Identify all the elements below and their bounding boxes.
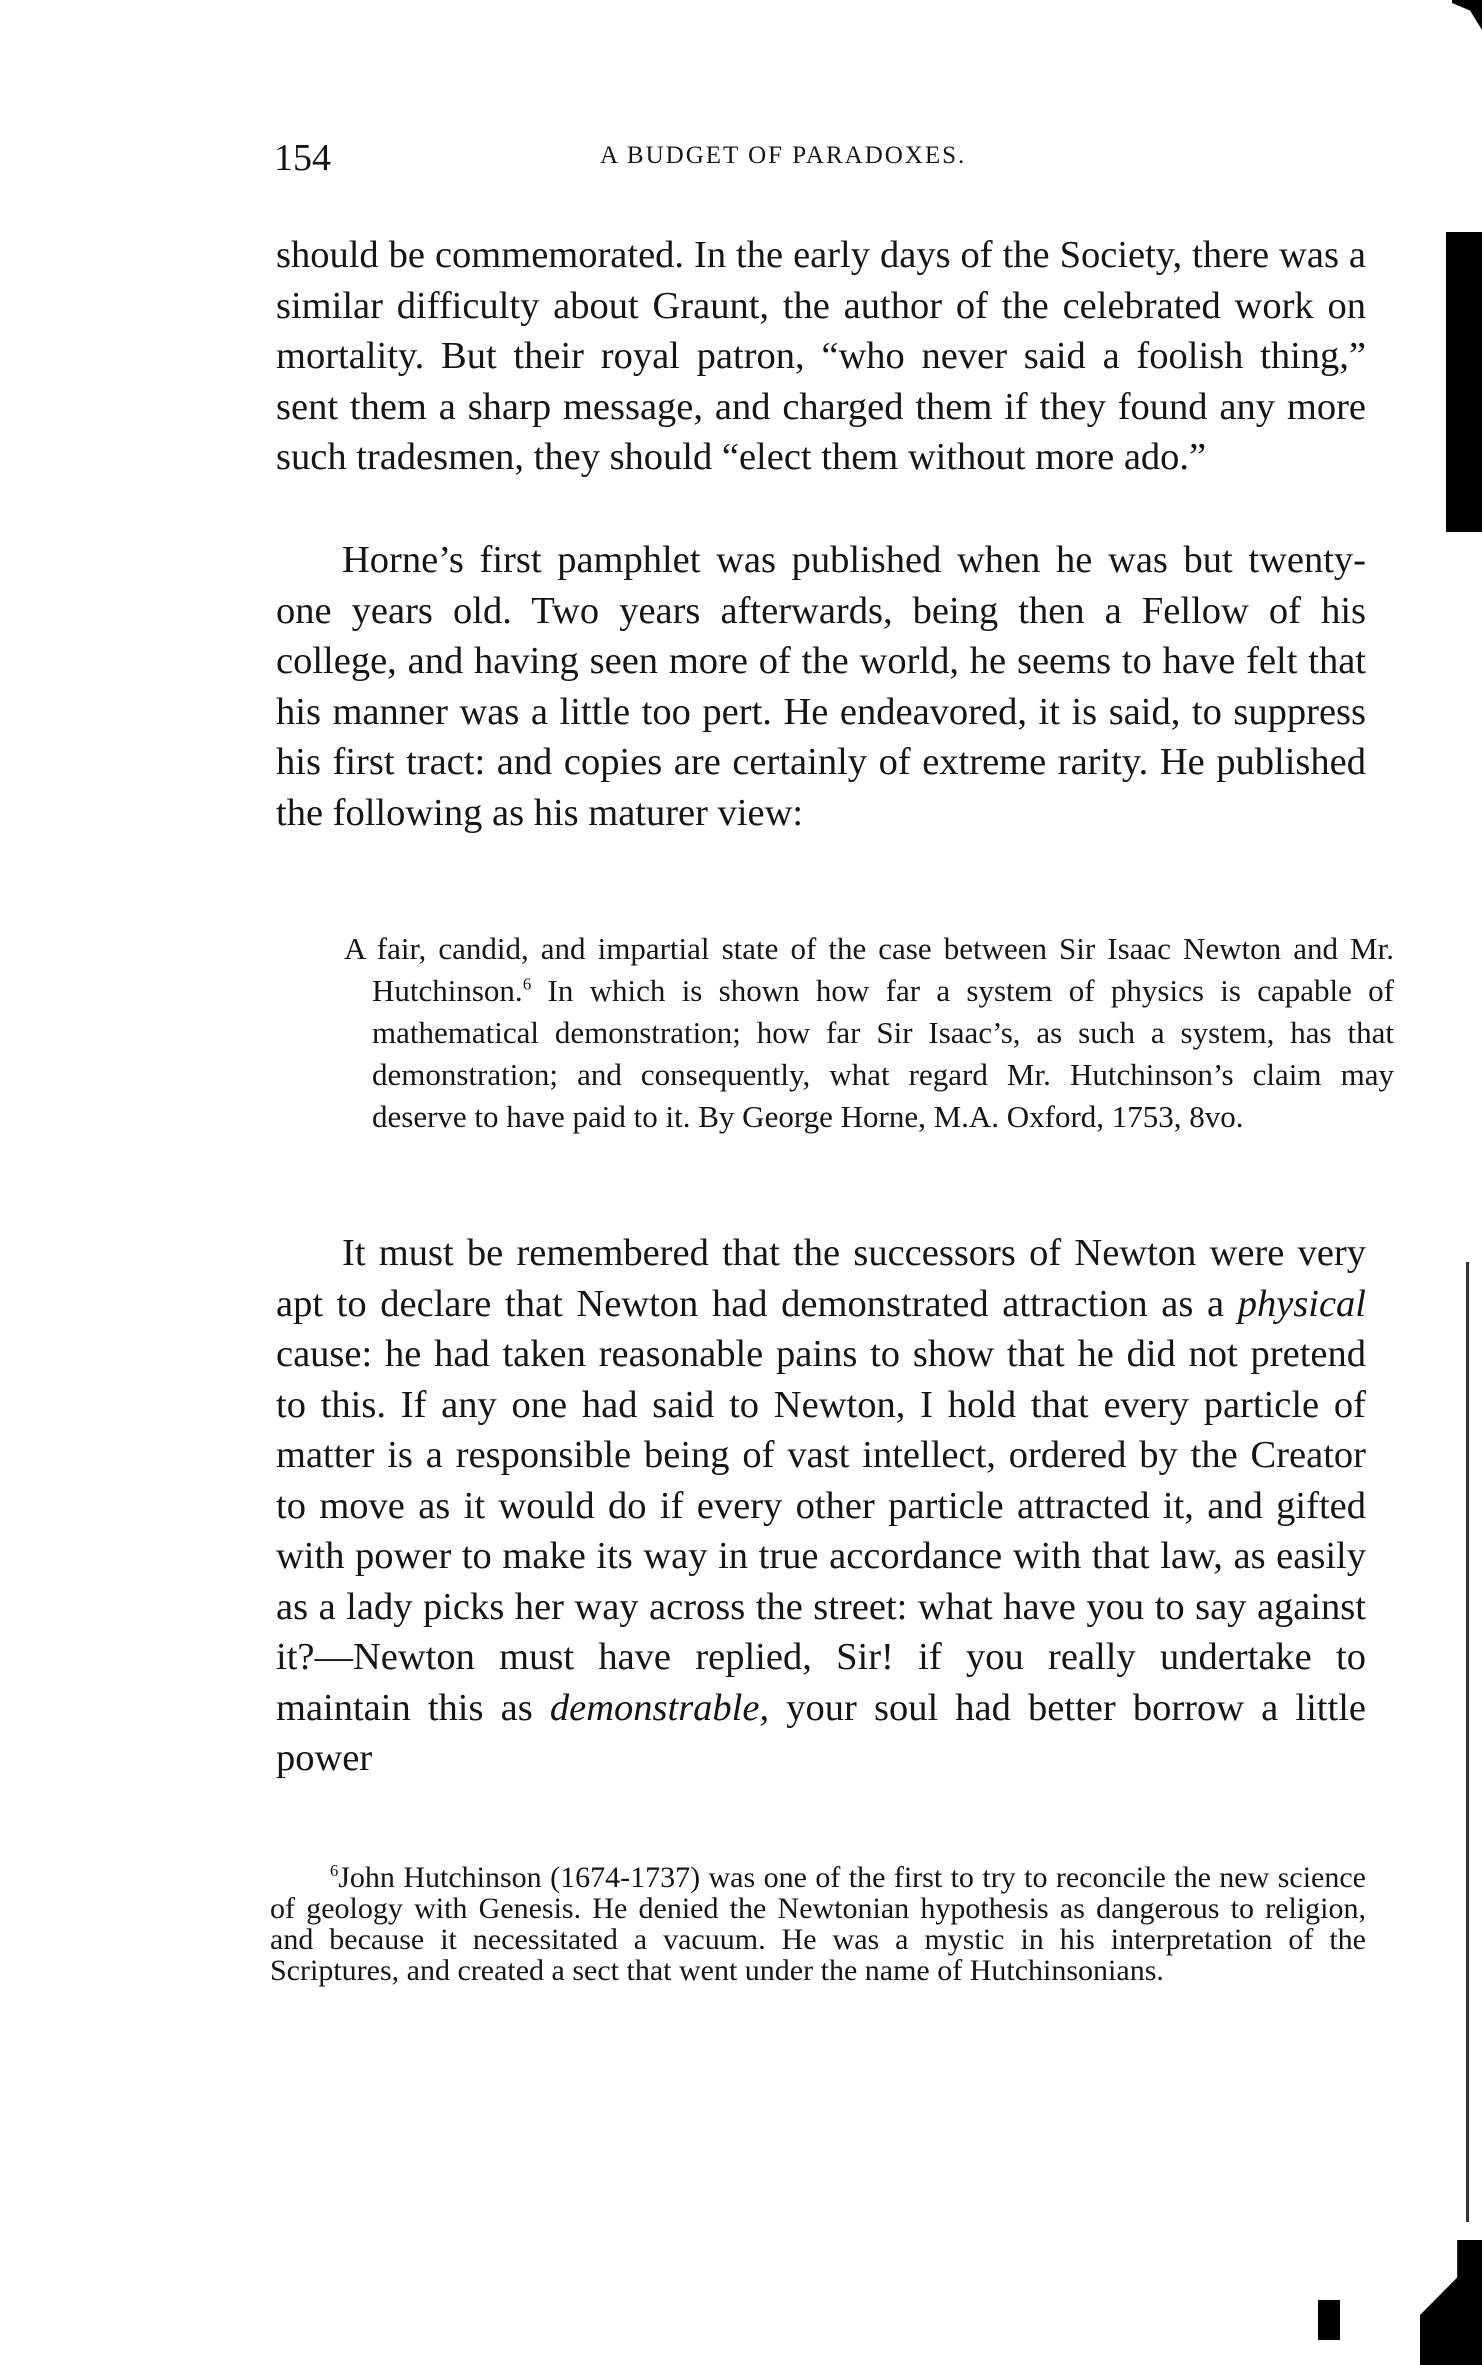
paragraph-text-part-2: cause: he had taken reasonable pains to show that he did not pretend to this. If any one had said to Newton, I hold that every particle of matter is a responsible being of vast intellect, ordered by the Creator to move as it would do if every other particle attracted it, and gifted with power to make its way in true accordance with that law, as easily as a lady picks her way across the street: what have you to say against it?—Newton must have replied, Sir! if you really undertake to maintain this as <box>276 1333 1366 1729</box>
paragraph-text-part-1: It must be remembered that the successors of Newton were very apt to declare that Newton had demonstrated attraction as a <box>276 1232 1366 1325</box>
footnote <box>270 1862 1366 1986</box>
scan-edge-mark-bottom <box>1420 2240 1482 2365</box>
paragraph-hornes-pamphlet: Horne’s first pamphlet was published when he was but twenty-one years old. Two years afterwards, being then a Fellow of his college, and having seen more of the world, he seems to have felt that his manner was a little too pert. He endeavored, it is said, to suppress his first tract: and copies are certainly of extreme rarity. He published the following as his maturer view: <box>276 539 1366 834</box>
running-title: A BUDGET OF PARADOXES. <box>600 142 967 169</box>
quote-text-end: In which is shown how far a system of physics is capable of mathematical demonstration; how far Sir Isaac’s, as such a system, has that demonstration; and consequently, what regard Mr. Hutchinson’s claim may deserve to have paid to it. By George Horne, M.A. Oxford, 1753, 8vo. <box>372 973 1394 1134</box>
footnote-reference-mark: 6 <box>522 974 532 994</box>
page-number: 154 <box>274 137 331 179</box>
paragraph-commemorated: should be commemorated. In the early days of the Society, there was a similar difficulty about Graunt, the author of the celebrated work on mortality. But their royal patron, “who never said a foolish thing,” sent them a sharp message, and charged them if they found any more such tradesmen, they should “elect them without more ado.” <box>276 234 1366 478</box>
paragraph-text-part-3: your soul had better borrow a little power <box>276 1686 1366 1779</box>
italic-demonstrable: demonstrable, <box>549 1686 770 1729</box>
paragraph-newton-successors <box>276 1228 1366 1784</box>
italic-physical: physical <box>1237 1282 1366 1325</box>
scan-edge-block-right <box>1446 232 1482 532</box>
block-quote-title <box>344 928 1394 1138</box>
footnote-mark: 6 <box>330 1861 339 1880</box>
footnote-text: John Hutchinson (1674-1737) was one of the first to try to reconcile the new science of geology with Genesis. He denied the Newtonian hypothesis as dangerous to religion, and because it necessitated a vacuum. He was a mystic in his interpretation of the Scriptures, and created a sect that went under the name of Hutchinsonians. <box>270 1861 1366 1987</box>
scan-edge-line-right <box>1466 1262 1469 2222</box>
scan-edge-dot-bottom <box>1318 2300 1340 2340</box>
quote-text-start: A fair, candid, and impartial state of the case between Sir Isaac Newton and Mr. Hutchinson. <box>344 931 1394 1008</box>
scan-edge-mark-top <box>1452 0 1482 30</box>
